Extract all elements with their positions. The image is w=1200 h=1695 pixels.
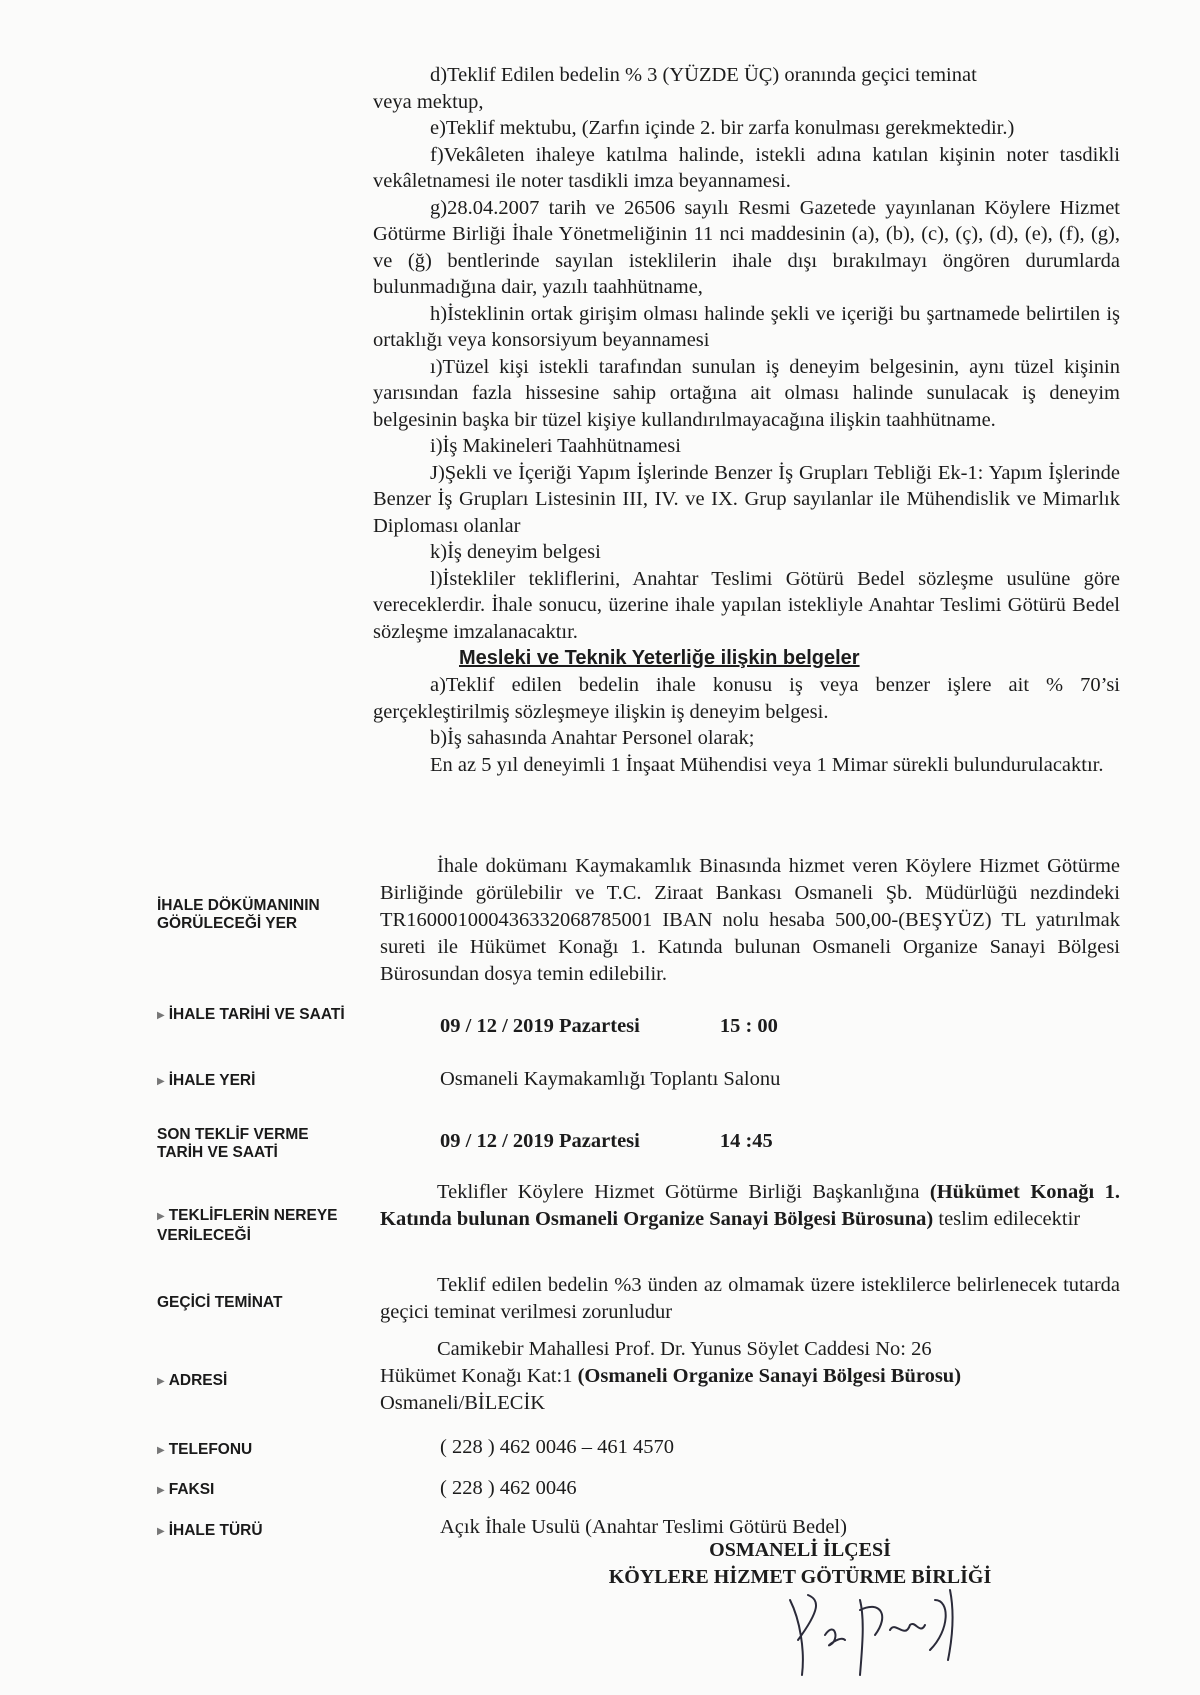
adres-label-row: [157, 1372, 357, 1392]
telefon-label-row: [157, 1441, 357, 1461]
tur-label-row: [157, 1522, 357, 1542]
tur-value: Açık İhale Usulü (Anahtar Teslimi Götürü Bedel): [440, 1516, 847, 1538]
dokuman-label: İHALE DÖKÜMANININ GÖRÜLECEĞİ YER: [157, 897, 320, 932]
telefon-value: ( 228 ) 462 0046 – 461 4570: [440, 1436, 675, 1458]
teminat-text: Teklif edilen bedelin %3 ünden az olmamak üzere isteklilerce belirlenecek tutarda geçici teminat verilmesi zorunludur: [380, 1274, 1120, 1323]
triangle-right-icon: ▶: [157, 1211, 165, 1222]
triangle-right-icon: ▶: [157, 1010, 165, 1021]
faks-label: FAKSI: [168, 1481, 215, 1498]
adres-line1: Camikebir Mahallesi Prof. Dr. Yunus Söylet Caddesi No: 26: [437, 1338, 932, 1360]
item-i: i)İş Makineleri Taahhütnamesi: [430, 435, 681, 457]
nereye-value: [380, 1179, 1120, 1233]
adres-value: [380, 1336, 1120, 1417]
adres-label: ADRESİ: [168, 1372, 228, 1389]
tarih-time: 15 : 00: [719, 1015, 778, 1037]
faks-label-row: [157, 1481, 357, 1501]
tarih-value: [440, 1013, 1180, 1040]
son-label: SON TEKLİF VERME TARİH VE SAATİ: [157, 1126, 309, 1161]
tarih-date: 09 / 12 / 2019 Pazartesi: [440, 1015, 640, 1037]
triangle-right-icon: ▶: [157, 1445, 165, 1456]
item-mc: En az 5 yıl deneyimli 1 İnşaat Mühendisi veya 1 Mimar sürekli bulundurulacaktır.: [430, 753, 1104, 776]
nereye-label: TEKLİFLERİN NEREYE VERİLECEĞİ: [157, 1207, 338, 1244]
item-h: h)İsteklinin ortak girişim olması halinde şekli ve içeriği bu şartnamede belirtilen iş ortaklığı veya konsorsiyum beyannamesi: [373, 302, 1120, 351]
dokuman-value: [380, 853, 1120, 988]
adres-line2-pre: Hükümet Konağı Kat:1: [380, 1365, 578, 1387]
faks-value: ( 228 ) 462 0046: [440, 1477, 577, 1499]
signature-line2: KÖYLERE HİZMET GÖTÜRME BİRLİĞİ: [608, 1566, 992, 1588]
adres-line3: Osmaneli/BİLECİK: [380, 1392, 546, 1414]
tarih-label: İHALE TARİHİ VE SAATİ: [168, 1006, 345, 1023]
nereye-pre: Teklifler Köylere Hizmet Götürme Birliği Başkanlığına: [437, 1181, 930, 1203]
signature-line1: OSMANELİ İLÇESİ: [709, 1539, 891, 1561]
handwritten-signature: [780, 1580, 980, 1680]
son-date: 09 / 12 / 2019 Pazartesi: [440, 1130, 640, 1152]
nereye-label-row: [157, 1207, 357, 1245]
teminat-label: GEÇİCİ TEMİNAT: [157, 1294, 283, 1311]
item-l: l)İstekliler tekliflerini, Anahtar Teslimi Götürü Bedel sözleşme usulüne göre vereceklerdir. İhale sonucu, üzerine ihale yapılan istekliyle Anahtar Teslimi Götürü Bedel sözleşme imzalanacaktır.: [373, 567, 1120, 643]
triangle-right-icon: ▶: [157, 1376, 165, 1387]
yer-label: İHALE YERİ: [168, 1072, 256, 1089]
item-k: k)İş deneyim belgesi: [430, 541, 601, 563]
item-d: d)Teklif Edilen bedelin % 3 (YÜZDE ÜÇ) oranında geçici teminat: [430, 64, 977, 86]
item-e: e)Teklif mektubu, (Zarfın içinde 2. bir zarfa konulması gerekmektedir.): [430, 117, 1015, 139]
section-heading: Mesleki ve Teknik Yeterliğe ilişkin belgeler: [459, 647, 860, 669]
requirements-list: [373, 62, 1120, 778]
item-f: f)Vekâleten ihaleye katılma halinde, istekli adına katılan kişinin noter tasdikli vekâletnamesi ile noter tasdikli imza beyannamesi.: [373, 143, 1120, 192]
item-g: g)28.04.2007 tarih ve 26506 sayılı Resmi Gazetede yayınlanan Köylere Hizmet Götürme Birliği İhale Yönetmeliğinin 11 nci maddesinin (a), (b), (c), (ç), (d), (e), (f), (g), ve (ğ) bentlerinde sayılan isteklilerin ihale dışı bırakılmayı öngören durumlarda bulunmadığına dair, yazılı taahhütname,: [373, 196, 1120, 298]
triangle-right-icon: ▶: [157, 1485, 165, 1496]
yer-value: Osmaneli Kaymakamlığı Toplantı Salonu: [440, 1068, 781, 1090]
item-d-cont: veya mektup,: [373, 90, 484, 113]
son-value: [440, 1128, 1180, 1155]
teminat-value: [380, 1272, 1120, 1326]
telefon-label: TELEFONU: [168, 1441, 253, 1458]
dokuman-text: İhale dokümanı Kaymakamlık Binasında hizmet veren Köylere Hizmet Götürme Birliğinde görülebilir ve T.C. Ziraat Bankası Osmaneli Şb. Müdürlüğü nezdindeki TR160001000436332068785001 IBAN nolu hesaba 500,00-(BEŞYÜZ) TL yatırılmak sureti ile Hükümet Konağı 1. Katında bulunan Osmaneli Organize Sanayi Bölgesi Bürosundan dosya temin edilebilir.: [380, 855, 1120, 985]
son-time: 14 :45: [719, 1130, 773, 1152]
triangle-right-icon: ▶: [157, 1526, 165, 1537]
nereye-post: teslim edilecektir: [933, 1208, 1081, 1230]
nereye-bold: (Hükümet Konağı 1. Katında bulunan Osmaneli Organize Sanayi Bölgesi Bürosuna): [380, 1181, 1120, 1230]
item-mb: b)İş sahasında Anahtar Personel olarak;: [430, 727, 755, 749]
item-j: J)Şekli ve İçeriği Yapım İşlerinde Benzer İş Grupları Tebliği Ek-1: Yapım İşlerinde Benzer İş Grupları Listesinin III, IV. ve IX. Grup sayılanlar ile Mühendislik ve Mimarlık Diploması olanlar: [373, 461, 1120, 537]
item-i-dotless: ı)Tüzel kişi istekli tarafından sunulan iş deneyim belgesinin, aynı tüzel kişinin yarısından fazla hissesine sahip ortağına ait olması halinde sunulacak iş deneyim belgesinin başka bir tüzel kişiye kullandırılmayacağına ilişkin taahhütname.: [373, 355, 1120, 431]
tarih-label-row: [157, 1006, 357, 1026]
yer-label-row: [157, 1072, 357, 1092]
triangle-right-icon: ▶: [157, 1076, 165, 1087]
adres-line2-bold: (Osmaneli Organize Sanayi Bölgesi Bürosu): [577, 1365, 962, 1387]
tur-label: İHALE TÜRÜ: [168, 1522, 263, 1539]
item-ma: a)Teklif edilen bedelin ihale konusu iş veya benzer işlere ait % 70’si gerçekleştirilmiş sözleşmeye ilişkin iş deneyim belgesi.: [373, 674, 1120, 723]
